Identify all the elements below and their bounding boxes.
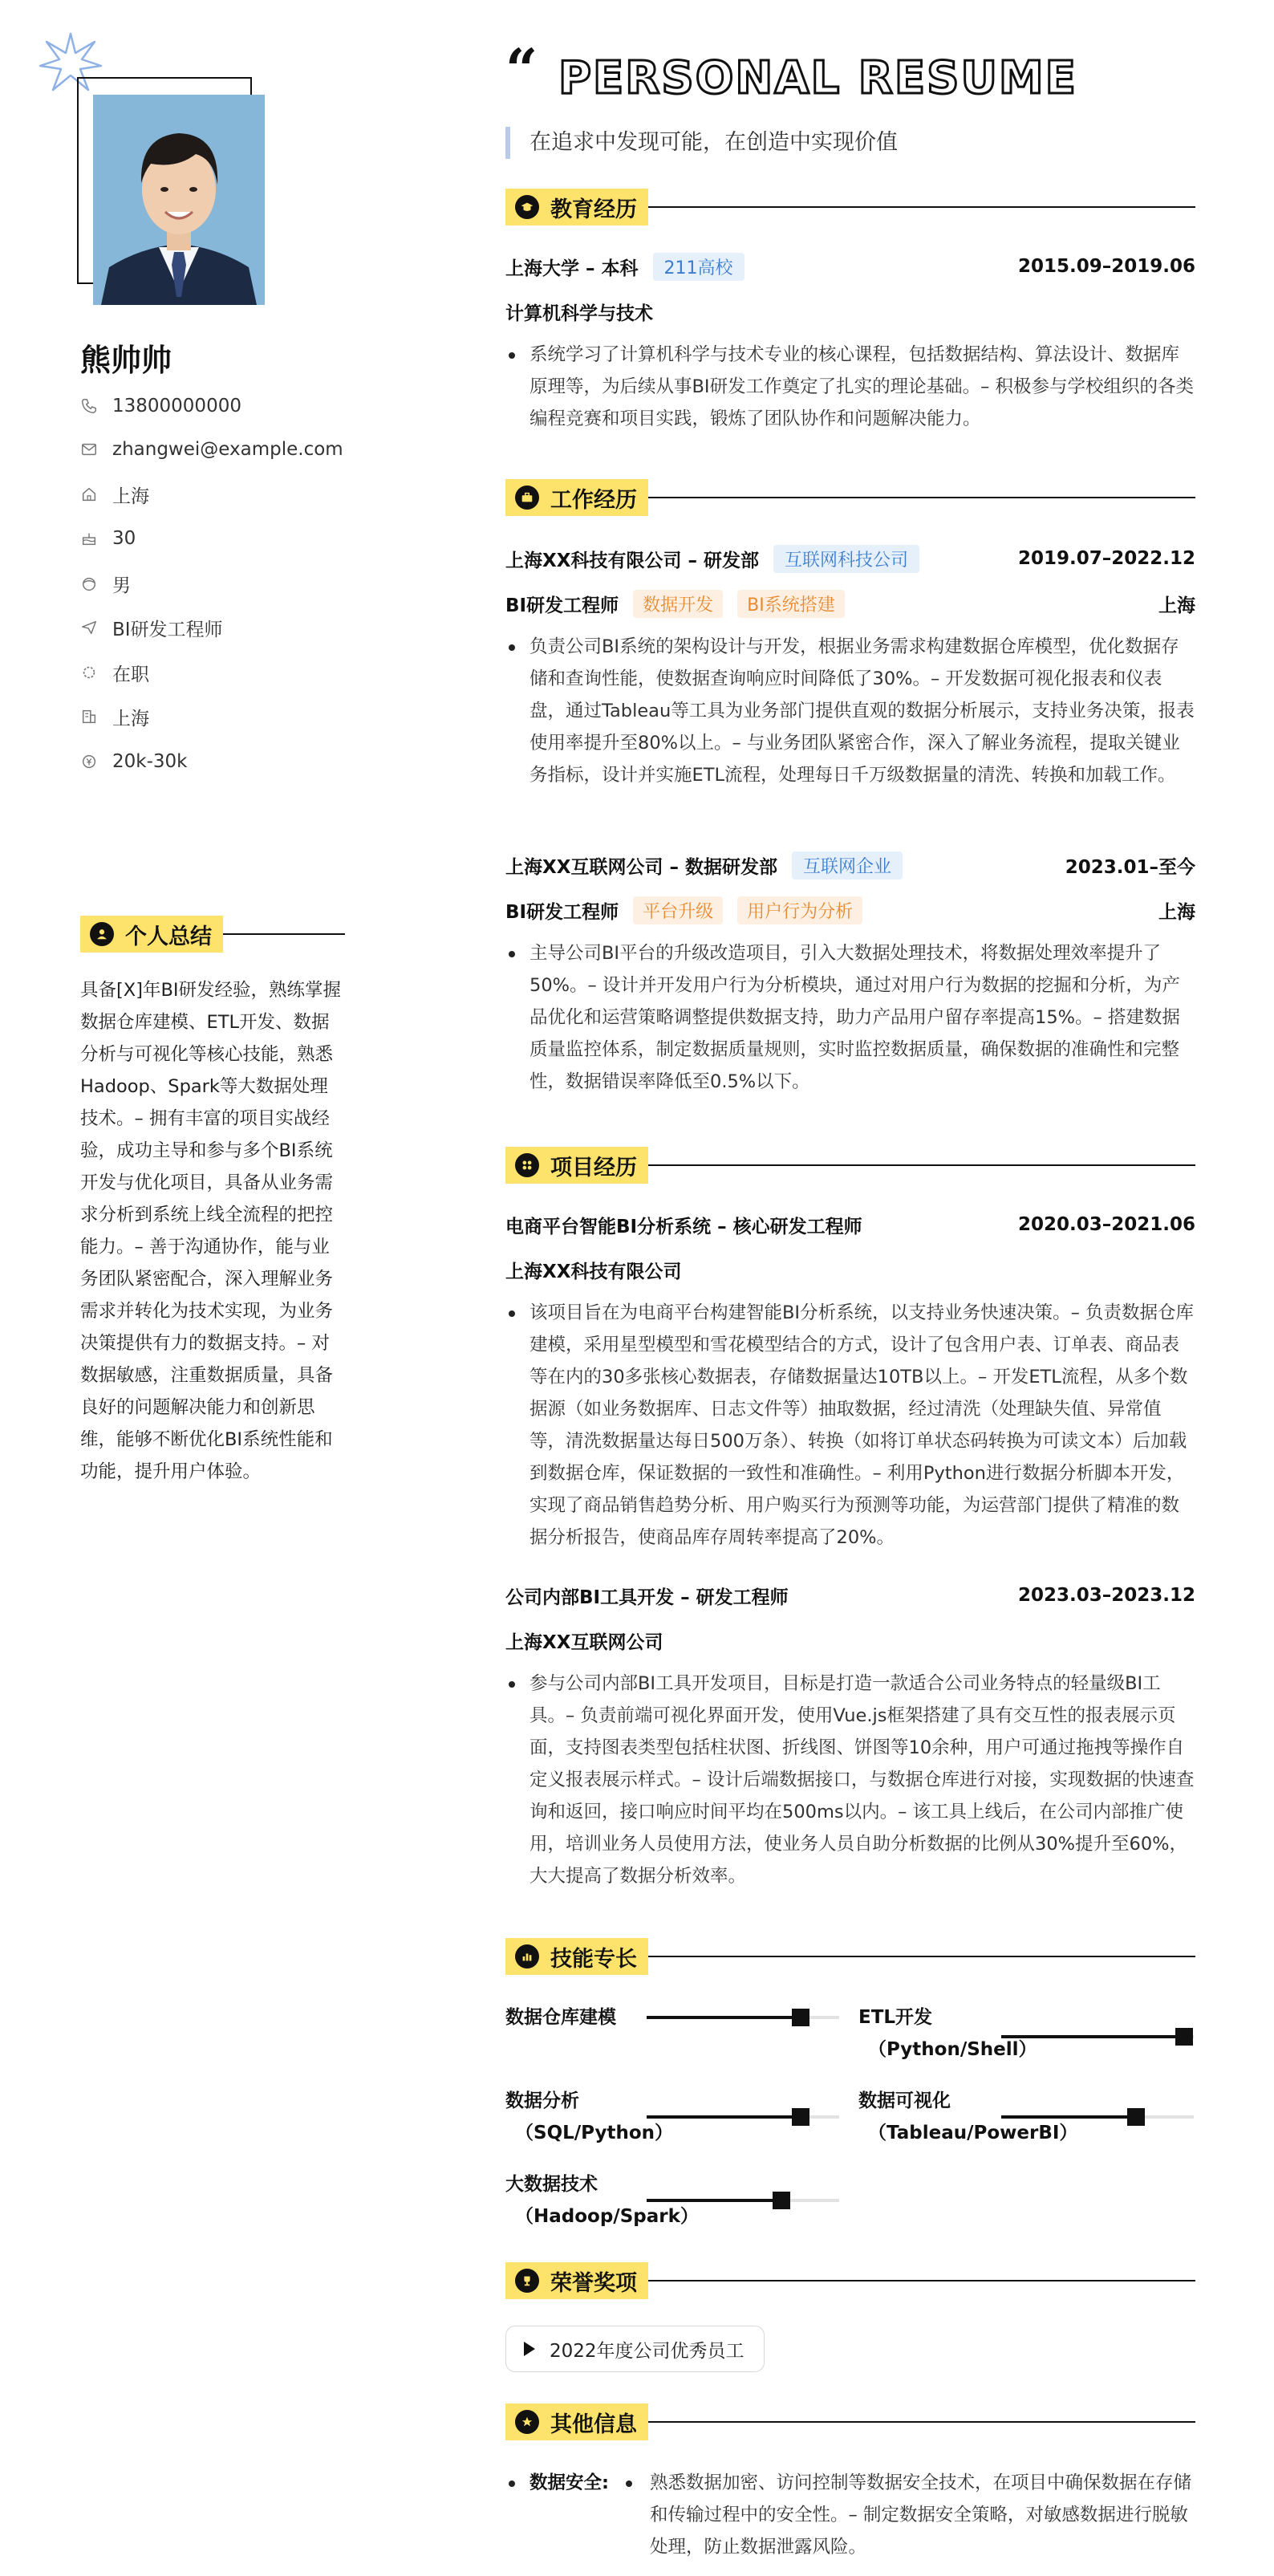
phone-value: 13800000000 (112, 396, 241, 416)
cake-icon (80, 530, 98, 547)
other-tag (505, 2403, 648, 2440)
awards-tag (505, 2262, 648, 2299)
project-name: 电商平台智能BI分析系统 – 核心研发工程师 (505, 1216, 862, 1237)
gender-icon (80, 575, 98, 592)
project-company-row (505, 1253, 1195, 1286)
work-role: BI研发工程师 (505, 595, 619, 616)
other-label: 数据安全: (529, 2472, 609, 2493)
work-role-group (505, 590, 845, 618)
projects-heading-label: 项目经历 (550, 1155, 637, 1180)
send-icon (80, 619, 98, 636)
project-title-row (505, 1579, 1195, 1611)
work-company: 上海XX互联网公司 – 数据研发部 (505, 856, 777, 878)
major: 计算机科学与技术 (505, 303, 653, 324)
education-school-group (505, 253, 745, 281)
info-status (80, 656, 149, 689)
skill-label: ETL开发 (858, 2007, 933, 2028)
project-desc: 参与公司内部BI工具开发项目，目标是打造一款适合公司业务特点的轻量级BI工具。– 负责前端可视化界面开发，使用Vue.js框架搭建了具有交互性的报表展示页面，支持图表类型包括柱状图、折线图、饼图等10余种，用户可通过拖拽等操作自定义报表展示样式。– 设计后端数据接口，与数据仓库进行对接，实现数据的快速查询和返回，接口响应时间平均在500ms以内。– 该工具上线后，在公司内部推广使用，培训业务人员使用方法，使业务人员自助分析数据的比例从30%提升至60%，大大提高了数据分析效率。 (505, 1668, 1195, 1892)
projects-heading (505, 1144, 1195, 1186)
education-desc: 系统学习了计算机科学与技术专业的核心课程，包括数据结构、算法设计、数据库原理等，为后续从事BI研发工作奠定了扎实的理论基础。– 积极参与学校组织的各类编程竞赛和项目实践，锻炼了团队协作和问题解决能力。 (505, 339, 1195, 435)
badge-icon (515, 2410, 539, 2434)
project-name: 公司内部BI工具开发 – 研发工程师 (505, 1587, 789, 1608)
skill-label: 数据分析 (505, 2090, 579, 2111)
skill-label: 数据可视化 (858, 2090, 951, 2111)
skills-heading (505, 1936, 1195, 1977)
info-position (80, 611, 223, 644)
skills-heading-label: 技能专长 (550, 1946, 637, 1972)
skill-level-fill (1001, 2035, 1184, 2038)
awards-heading (505, 2260, 1195, 2302)
major-row (505, 295, 1195, 327)
project-desc: 该项目旨在为电商平台构建智能BI分析系统，以支持业务快速决策。– 负责数据仓库建模，采用星型模型和雪花模型结合的方式，设计了包含用户表、订单表、商品表等在内的30多张核心数据表，存储数据量达10TB以上。– 开发ETL流程，从多个数据源（如业务数据库、日志文件等）抽取数据，经过清洗（处理缺失值、异常值等，清洗数据量达每日500万条）、转换（如将订单状态码转换为可读文本）后加载到数据仓库，保证数据的一致性和准确性。– 利用Python进行数据分析脚本开发，实现了商品销售趋势分析、用户购买行为预测等功能，为运营部门提供了精准的数据分析报告，使商品库存周转率提高了20%。 (505, 1297, 1195, 1554)
work-company-row (505, 542, 1195, 575)
work-desc: 负责公司BI系统的架构设计与开发，根据业务需求构建数据仓库模型，优化数据存储和查询性能，使数据查询响应时间降低了30%。– 开发数据可视化报表和仪表盘，通过Tableau等工具为业务部门提供直观的数据分析展示，支持业务决策，报表使用率提升至80%以上。– 与业务团队紧密合作，深入了解业务流程，提取关键业务指标，设计并实施ETL流程，处理每日千万级数据量的清洗、转换和加载工作。 (505, 631, 1195, 791)
project-item (505, 1209, 1195, 1554)
position-value: BI研发工程师 (112, 619, 223, 640)
skill-level-fill (647, 2115, 801, 2119)
skill-level-knob (773, 2192, 790, 2209)
work-company-row (505, 849, 1195, 881)
user-icon (90, 922, 114, 946)
education-tag (505, 189, 648, 226)
skill-label: 大数据技术 (505, 2174, 598, 2195)
work-date: 2023.01–至今 (1065, 856, 1195, 878)
home-icon (80, 486, 98, 503)
other-divider (648, 2421, 1195, 2423)
work-tag (505, 479, 648, 516)
work-tag-1: 数据开发 (633, 590, 723, 618)
project-company-row (505, 1624, 1195, 1656)
info-salary (80, 746, 187, 778)
bullet (509, 2481, 515, 2487)
award-label: 2022年度公司优秀员工 (550, 2340, 745, 2362)
education-row (505, 250, 1195, 282)
skill-level-bar (1001, 2115, 1194, 2119)
skill-level-fill (647, 2016, 801, 2019)
info-age (80, 522, 136, 555)
work-company-group (505, 851, 903, 880)
skill-tools: （Hadoop/Spark） (515, 2206, 699, 2227)
education-divider (648, 206, 1195, 208)
project-company: 上海XX互联网公司 (505, 1631, 663, 1653)
other-heading-label: 其他信息 (550, 2411, 637, 2437)
info-email (80, 433, 343, 465)
work-tag-2: BI系统搭建 (737, 590, 845, 618)
work-desc: 主导公司BI平台的升级改造项目，引入大数据处理技术，将数据处理效率提升了50%。– 设计并开发用户行为分析模块，通过对用户行为数据的挖掘和分析，为产品优化和运营策略调整提供数据支持，助力产品用户留存率提高15%。– 搭建数据质量监控体系，制定数据质量规则，实时监控数据质量，确保数据的准确性和完整性，数据错误率降低至0.5%以下。 (505, 937, 1195, 1098)
project-title-row (505, 1209, 1195, 1241)
avatar (93, 95, 265, 305)
mail-icon (80, 441, 98, 458)
skill-level-bar (1001, 2035, 1194, 2038)
sidebar (0, 0, 377, 2576)
work-company-group (505, 545, 919, 573)
phone-icon (80, 397, 98, 415)
gender-value: 男 (112, 575, 131, 596)
info-city (80, 701, 149, 733)
other-text: 熟悉数据加密、访问控制等数据安全技术，在项目中确保数据在存储和传输过程中的安全性。– 制定数据安全策略，对敏感数据进行脱敏处理，防止数据泄露风险。 (650, 2472, 1192, 2558)
hometown-value: 上海 (112, 486, 149, 507)
city-value: 上海 (112, 708, 149, 729)
education-heading (505, 186, 1195, 228)
project-company: 上海XX科技有限公司 (505, 1261, 682, 1282)
summary-tag (80, 916, 223, 953)
skill-tools: （SQL/Python） (515, 2123, 673, 2143)
salary-icon (80, 753, 98, 770)
skill-level-knob (792, 2009, 809, 2026)
skill-level-bar (647, 2016, 839, 2019)
education-entry (505, 250, 1195, 435)
skill-tools: （Python/Shell） (868, 2039, 1037, 2060)
grid-icon (515, 1153, 539, 1177)
skill-level-knob (1127, 2108, 1145, 2126)
skills-divider (648, 1956, 1195, 1957)
summary-heading (80, 913, 345, 955)
work-location: 上海 (1158, 595, 1195, 616)
work-company: 上海XX科技有限公司 – 研发部 (505, 550, 759, 571)
work-date: 2019.07–2022.12 (1017, 548, 1195, 569)
summary-divider (223, 933, 345, 935)
skill-level-bar (647, 2115, 839, 2119)
project-date: 2020.03–2021.06 (1017, 1214, 1195, 1235)
building-icon (80, 708, 98, 725)
info-hometown (80, 478, 149, 510)
skill-level-bar (647, 2199, 839, 2202)
projects-divider (648, 1164, 1195, 1166)
work-tag-2: 用户行为分析 (737, 896, 862, 924)
work-company-badge: 互联网企业 (792, 851, 903, 880)
awards-heading-label: 荣誉奖项 (550, 2270, 637, 2296)
status-value: 在职 (112, 664, 149, 685)
skill-label: 数据仓库建模 (505, 2007, 616, 2028)
info-gender (80, 567, 131, 599)
quote-mark-icon: “ (505, 36, 538, 103)
projects-tag (505, 1147, 648, 1184)
summary-heading-label: 个人总结 (125, 924, 212, 949)
salary-value: 20k-30k (112, 751, 188, 772)
project-date: 2023.03–2023.12 (1017, 1585, 1195, 1606)
work-role-group (505, 896, 862, 924)
page-subtitle: 在追求中发现可能，在创造中实现价值 (505, 127, 898, 159)
skill-level-fill (647, 2199, 781, 2202)
work-item (505, 542, 1195, 791)
work-role-row (505, 587, 1195, 620)
work-tag-1: 平台升级 (633, 896, 723, 924)
age-value: 30 (112, 528, 136, 549)
work-heading (505, 477, 1195, 518)
work-item (505, 849, 1195, 1098)
skills-tag (505, 1938, 648, 1975)
work-divider (648, 497, 1195, 498)
info-phone (80, 390, 241, 422)
page-title: PERSONAL RESUME (558, 52, 1077, 104)
status-icon (80, 664, 98, 681)
skill-tools: （Tableau/PowerBI） (868, 2123, 1078, 2143)
school-badge: 211高校 (653, 253, 745, 281)
bar-chart-icon (515, 1944, 539, 1969)
skill-name (505, 2001, 616, 2034)
profile-name: 熊帅帅 (80, 343, 172, 378)
awards-divider (648, 2280, 1195, 2281)
skill-level-knob (792, 2108, 809, 2126)
award-chip (505, 2326, 765, 2372)
summary-text: 具备[X]年BI研发经验，熟练掌握数据仓库建模、ETL开发、数据分析与可视化等核心技能，熟悉Hadoop、Spark等大数据处理技术。– 拥有丰富的项目实战经验，成功主导和参与多个BI系统开发与优化项目，具备从业务需求分析到系统上线全流程的把控能力。– 善于沟通协作，能与业务团队紧密配合，深入理解业务需求并转化为技术实现，为业务决策提供有力的数据支持。– 对数据敏感，注重数据质量，具备良好的问题解决能力和创新思维，能够不断优化BI系统性能和功能，提升用户体验。 (80, 980, 342, 1482)
work-role: BI研发工程师 (505, 901, 619, 923)
skill-level-fill (1001, 2115, 1136, 2119)
work-role-row (505, 894, 1195, 926)
graduation-cap-icon (515, 195, 539, 219)
skill-level-knob (1175, 2028, 1193, 2046)
education-date: 2015.09–2019.06 (1017, 256, 1195, 277)
briefcase-icon (515, 486, 539, 510)
school-name: 上海大学 – 本科 (505, 258, 639, 279)
trophy-icon (515, 2269, 539, 2293)
play-icon (524, 2342, 535, 2356)
project-item (505, 1579, 1195, 1892)
work-location: 上海 (1158, 901, 1195, 923)
email-value: zhangwei@example.com (112, 439, 343, 460)
skill-name (858, 2001, 1037, 2066)
other-heading (505, 2401, 1195, 2443)
work-company-badge: 互联网科技公司 (773, 545, 919, 573)
education-heading-label: 教育经历 (550, 197, 637, 222)
work-heading-label: 工作经历 (550, 487, 637, 513)
